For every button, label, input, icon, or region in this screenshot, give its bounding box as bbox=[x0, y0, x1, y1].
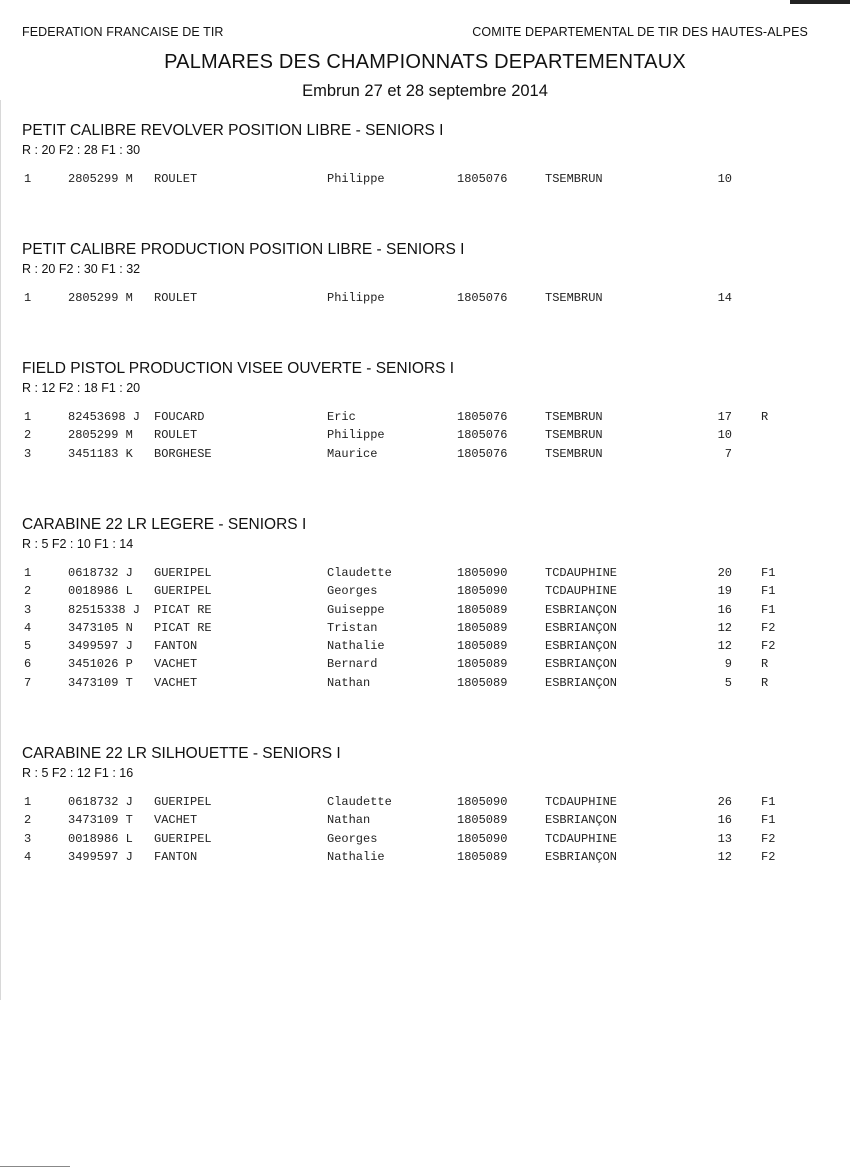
classification-cell: F2 bbox=[761, 849, 776, 864]
rank-cell: 6 bbox=[24, 657, 32, 672]
club-number-cell: 1805089 bbox=[457, 657, 508, 672]
firstname-cell: Nathan bbox=[327, 675, 371, 690]
section-title: CARABINE 22 LR LEGERE - SENIORS I bbox=[22, 516, 307, 533]
licence-cell: 0618732 J bbox=[68, 566, 133, 580]
firstname-cell: Claudette bbox=[327, 795, 392, 809]
club-number-cell: 1805076 bbox=[457, 428, 508, 443]
table-row bbox=[22, 410, 832, 428]
table-row bbox=[22, 657, 832, 675]
surname-cell: BORGHESE bbox=[154, 446, 212, 461]
club-name-cell: ESBRIANÇON bbox=[545, 849, 618, 864]
score-cell: 12 bbox=[717, 849, 732, 864]
classification-cell: R bbox=[761, 657, 769, 672]
club-name-cell: ESBRIANÇON bbox=[545, 813, 618, 828]
classification-cell: R bbox=[761, 675, 769, 690]
table-row bbox=[22, 172, 832, 190]
scan-edge-mark bbox=[790, 0, 850, 4]
table-row bbox=[22, 795, 832, 813]
classification-cell: F1 bbox=[761, 813, 776, 828]
section-title: PETIT CALIBRE REVOLVER POSITION LIBRE - SENIORS I bbox=[22, 122, 444, 139]
table-row bbox=[22, 832, 832, 850]
footer-rule bbox=[0, 1166, 70, 1167]
score-cell: 16 bbox=[717, 813, 732, 828]
score-cell: 9 bbox=[724, 657, 732, 672]
table-row bbox=[22, 639, 832, 657]
club-name-cell: ESBRIANÇON bbox=[545, 639, 618, 654]
firstname-cell: Philippe bbox=[327, 291, 385, 305]
section-carabine-legere bbox=[22, 515, 832, 694]
results-list bbox=[22, 410, 832, 465]
surname-cell: ROULET bbox=[154, 291, 198, 305]
club-number-cell: 1805090 bbox=[457, 584, 508, 599]
licence-cell: 3473105 N bbox=[68, 620, 133, 635]
rank-cell: 1 bbox=[24, 172, 32, 186]
firstname-cell: Guiseppe bbox=[327, 602, 385, 617]
rank-cell: 1 bbox=[24, 410, 32, 424]
firstname-cell: Philippe bbox=[327, 172, 385, 186]
section-thresholds: R : 12 F2 : 18 F1 : 20 bbox=[22, 381, 141, 395]
club-number-cell: 1805076 bbox=[457, 446, 508, 461]
table-row bbox=[22, 447, 832, 465]
table-row bbox=[22, 676, 832, 694]
table-row bbox=[22, 850, 832, 868]
licence-cell: 0618732 J bbox=[68, 795, 133, 809]
score-cell: 13 bbox=[717, 831, 732, 846]
surname-cell: GUERIPEL bbox=[154, 831, 212, 846]
firstname-cell: Eric bbox=[327, 410, 356, 424]
licence-cell: 3473109 T bbox=[68, 675, 133, 690]
firstname-cell: Tristan bbox=[327, 620, 378, 635]
score-cell: 10 bbox=[717, 428, 732, 443]
firstname-cell: Claudette bbox=[327, 566, 392, 580]
firstname-cell: Philippe bbox=[327, 428, 385, 443]
section-thresholds: R : 20 F2 : 30 F1 : 32 bbox=[22, 262, 141, 276]
club-number-cell: 1805076 bbox=[457, 410, 508, 424]
licence-cell: 3499597 J bbox=[68, 849, 133, 864]
club-name-cell: ESBRIANÇON bbox=[545, 657, 618, 672]
firstname-cell: Nathalie bbox=[327, 639, 385, 654]
surname-cell: FANTON bbox=[154, 639, 198, 654]
club-number-cell: 1805076 bbox=[457, 172, 508, 186]
table-row bbox=[22, 813, 832, 831]
score-cell: 26 bbox=[717, 795, 732, 809]
rank-cell: 1 bbox=[24, 795, 32, 809]
score-cell: 7 bbox=[724, 446, 732, 461]
page-subtitle: Embrun 27 et 28 septembre 2014 bbox=[302, 82, 548, 100]
club-name-cell: TCDAUPHINE bbox=[545, 831, 618, 846]
club-name-cell: ESBRIANÇON bbox=[545, 602, 618, 617]
table-row bbox=[22, 621, 832, 639]
section-field-pistol bbox=[22, 359, 832, 465]
table-row bbox=[22, 291, 832, 309]
classification-cell: F2 bbox=[761, 620, 776, 635]
rank-cell: 7 bbox=[24, 675, 32, 690]
surname-cell: VACHET bbox=[154, 657, 198, 672]
club-number-cell: 1805090 bbox=[457, 831, 508, 846]
surname-cell: ROULET bbox=[154, 172, 198, 186]
table-row bbox=[22, 603, 832, 621]
rank-cell: 1 bbox=[24, 291, 32, 305]
page-title: PALMARES DES CHAMPIONNATS DEPARTEMENTAUX bbox=[164, 51, 686, 73]
surname-cell: PICAT RE bbox=[154, 620, 212, 635]
score-cell: 20 bbox=[717, 566, 732, 580]
club-number-cell: 1805089 bbox=[457, 602, 508, 617]
licence-cell: 3499597 J bbox=[68, 639, 133, 654]
club-number-cell: 1805090 bbox=[457, 795, 508, 809]
section-thresholds: R : 5 F2 : 10 F1 : 14 bbox=[22, 537, 134, 551]
firstname-cell: Georges bbox=[327, 584, 378, 599]
club-number-cell: 1805089 bbox=[457, 639, 508, 654]
surname-cell: GUERIPEL bbox=[154, 584, 212, 599]
score-cell: 16 bbox=[717, 602, 732, 617]
classification-cell: F1 bbox=[761, 602, 776, 617]
section-carabine-silhouette bbox=[22, 744, 832, 868]
club-name-cell: TCDAUPHINE bbox=[545, 566, 618, 580]
club-number-cell: 1805089 bbox=[457, 813, 508, 828]
firstname-cell: Nathalie bbox=[327, 849, 385, 864]
score-cell: 10 bbox=[717, 172, 732, 186]
classification-cell: F2 bbox=[761, 639, 776, 654]
results-list bbox=[22, 172, 832, 190]
classification-cell: F1 bbox=[761, 584, 776, 599]
licence-cell: 3473109 T bbox=[68, 813, 133, 828]
firstname-cell: Georges bbox=[327, 831, 378, 846]
rank-cell: 2 bbox=[24, 813, 32, 828]
firstname-cell: Maurice bbox=[327, 446, 378, 461]
club-name-cell: TSEMBRUN bbox=[545, 291, 603, 305]
licence-cell: 82453698 J bbox=[68, 410, 141, 424]
results-list bbox=[22, 291, 832, 309]
rank-cell: 4 bbox=[24, 620, 32, 635]
surname-cell: FANTON bbox=[154, 849, 198, 864]
surname-cell: PICAT RE bbox=[154, 602, 212, 617]
club-number-cell: 1805076 bbox=[457, 291, 508, 305]
club-number-cell: 1805089 bbox=[457, 675, 508, 690]
licence-cell: 2805299 M bbox=[68, 291, 133, 305]
firstname-cell: Nathan bbox=[327, 813, 371, 828]
results-list bbox=[22, 566, 832, 694]
rank-cell: 2 bbox=[24, 428, 32, 443]
committee-name: COMITE DEPARTEMENTAL DE TIR DES HAUTES-ALPES bbox=[472, 25, 808, 39]
section-title: PETIT CALIBRE PRODUCTION POSITION LIBRE - SENIORS I bbox=[22, 241, 465, 258]
firstname-cell: Bernard bbox=[327, 657, 378, 672]
section-title: CARABINE 22 LR SILHOUETTE - SENIORS I bbox=[22, 745, 341, 762]
club-name-cell: TCDAUPHINE bbox=[545, 584, 618, 599]
classification-cell: F1 bbox=[761, 795, 776, 809]
rank-cell: 3 bbox=[24, 602, 32, 617]
surname-cell: VACHET bbox=[154, 813, 198, 828]
table-row bbox=[22, 566, 832, 584]
table-row bbox=[22, 428, 832, 446]
classification-cell: R bbox=[761, 410, 769, 424]
score-cell: 14 bbox=[717, 291, 732, 305]
classification-cell: F1 bbox=[761, 566, 776, 580]
club-number-cell: 1805089 bbox=[457, 620, 508, 635]
scan-edge-line bbox=[0, 100, 1, 1000]
section-thresholds: R : 5 F2 : 12 F1 : 16 bbox=[22, 766, 134, 780]
surname-cell: GUERIPEL bbox=[154, 795, 212, 809]
club-name-cell: TSEMBRUN bbox=[545, 410, 603, 424]
surname-cell: FOUCARD bbox=[154, 410, 205, 424]
section-thresholds: R : 20 F2 : 28 F1 : 30 bbox=[22, 143, 141, 157]
licence-cell: 0018986 L bbox=[68, 584, 133, 599]
surname-cell: ROULET bbox=[154, 428, 198, 443]
surname-cell: GUERIPEL bbox=[154, 566, 212, 580]
score-cell: 12 bbox=[717, 620, 732, 635]
licence-cell: 2805299 M bbox=[68, 428, 133, 443]
surname-cell: VACHET bbox=[154, 675, 198, 690]
club-name-cell: TCDAUPHINE bbox=[545, 795, 618, 809]
club-name-cell: TSEMBRUN bbox=[545, 172, 603, 186]
licence-cell: 3451026 P bbox=[68, 657, 133, 672]
club-name-cell: ESBRIANÇON bbox=[545, 620, 618, 635]
section-petit-calibre-production bbox=[22, 240, 832, 309]
rank-cell: 4 bbox=[24, 849, 32, 864]
results-list bbox=[22, 795, 832, 868]
club-number-cell: 1805089 bbox=[457, 849, 508, 864]
rank-cell: 3 bbox=[24, 446, 32, 461]
score-cell: 5 bbox=[724, 675, 732, 690]
section-title: FIELD PISTOL PRODUCTION VISEE OUVERTE - SENIORS I bbox=[22, 360, 455, 377]
table-row bbox=[22, 584, 832, 602]
licence-cell: 82515338 J bbox=[68, 602, 141, 617]
licence-cell: 3451183 K bbox=[68, 446, 133, 461]
federation-name: FEDERATION FRANCAISE DE TIR bbox=[22, 25, 224, 39]
score-cell: 12 bbox=[717, 639, 732, 654]
section-petit-calibre-revolver bbox=[22, 121, 832, 190]
club-name-cell: TSEMBRUN bbox=[545, 428, 603, 443]
rank-cell: 1 bbox=[24, 566, 32, 580]
score-cell: 19 bbox=[717, 584, 732, 599]
rank-cell: 5 bbox=[24, 639, 32, 654]
club-name-cell: TSEMBRUN bbox=[545, 446, 603, 461]
club-number-cell: 1805090 bbox=[457, 566, 508, 580]
rank-cell: 3 bbox=[24, 831, 32, 846]
licence-cell: 0018986 L bbox=[68, 831, 133, 846]
club-name-cell: ESBRIANÇON bbox=[545, 675, 618, 690]
rank-cell: 2 bbox=[24, 584, 32, 599]
licence-cell: 2805299 M bbox=[68, 172, 133, 186]
classification-cell: F2 bbox=[761, 831, 776, 846]
score-cell: 17 bbox=[717, 410, 732, 424]
